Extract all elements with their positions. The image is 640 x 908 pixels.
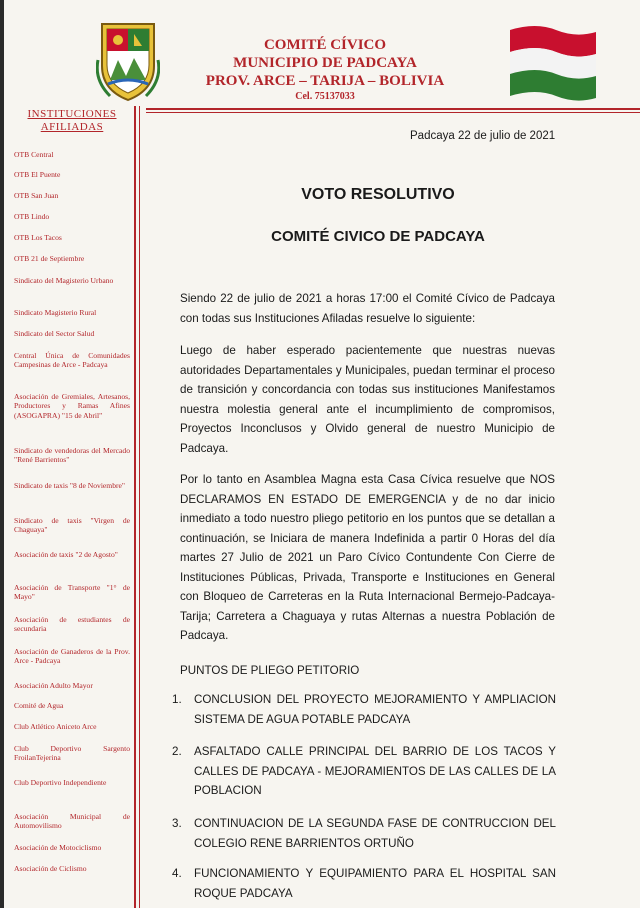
sidebar-item: OTB Central: [14, 150, 54, 159]
sidebar-item: Asociación de Motociclismo: [14, 843, 102, 852]
sidebar-item: OTB El Puente: [14, 170, 61, 179]
coat-of-arms-icon: [96, 20, 160, 104]
point-number: 1.: [172, 693, 182, 706]
petition-section-title: PUNTOS DE PLIEGO PETITORIO: [180, 664, 360, 677]
paragraph-complaint: Luego de haber esperado pacientemente que nuestras nuevas autoridades Departamentales y Municipales, puedan terminar el proceso de transición y concordancia con todas sus instituciones Manifestamos nuestra molestia general ante el incumplimiento de compromisos, Proyectos Inconclusos y Olvido general de nuestro Municipio de Padcaya.: [180, 344, 555, 455]
sidebar-item: Asociación de taxis "2 de Agosto": [14, 550, 118, 559]
document-date: Padcaya 22 de julio de 2021: [410, 130, 556, 142]
point-number: 4.: [172, 867, 182, 880]
sidebar-item: Sindicato del Magisterio Urbano: [14, 276, 114, 285]
point-text: FUNCIONAMIENTO Y EQUIPAMIENTO PARA EL HOSPITAL SAN ROQUE PADCAYA: [194, 867, 556, 900]
sidebar-item: OTB 21 de Septiembre: [14, 254, 85, 263]
sidebar-item: Club Atlético Aniceto Arce: [14, 722, 97, 731]
point-text: CONCLUSION DEL PROYECTO MEJORAMIENTO Y AMPLIACION SISTEMA DE AGUA POTABLE PADCAYA: [194, 693, 556, 726]
header-divider-thin: [146, 112, 640, 113]
sidebar-item: Central Única de Comunidades Campesinas de Arce - Padcaya: [14, 351, 130, 370]
sidebar-item: Sindicato de taxis "8 de Noviembre": [14, 481, 126, 490]
flag-icon: [506, 22, 598, 104]
sidebar-item: OTB San Juan: [14, 191, 59, 200]
sidebar-item: Sindicato del Sector Salud: [14, 329, 95, 338]
sidebar-title-line1: INSTITUCIONES: [27, 108, 117, 120]
point-number: 2.: [172, 745, 182, 758]
sidebar-item: Club Deportivo Independiente: [14, 778, 107, 787]
organization-header: [200, 36, 450, 104]
page-edge-shadow: [0, 0, 4, 908]
sidebar-item: Comité de Agua: [14, 701, 64, 710]
sidebar-item: Club Deportivo Sargento FroilanTejerina: [14, 744, 130, 763]
sidebar-item: Asociación de Gremiales, Artesanos, Productores y Ramas Afines (ASOGAPRA) "15 de Abril": [14, 392, 130, 420]
sidebar-item: Asociación de estudiantes de secundaria: [14, 615, 130, 634]
point-text: CONTINUACION DE LA SEGUNDA FASE DE CONTRUCCION DEL COLEGIO RENE BARRIENTOS ORTUÑO: [194, 817, 556, 850]
sidebar-item: Asociación Municipal de Automovilismo: [14, 812, 130, 831]
sidebar-item: Asociación de Ciclismo: [14, 864, 87, 873]
sidebar-title-line2: AFILIADAS: [40, 121, 104, 133]
header-divider: [146, 108, 640, 110]
org-province: PROV. ARCE – TARIJA – BOLIVIA: [205, 73, 445, 89]
sidebar-item: Sindicato de vendedoras del Mercado "René Barrientos": [14, 446, 130, 465]
sidebar-divider: [134, 106, 136, 908]
sidebar-item: OTB Lindo: [14, 212, 50, 221]
sidebar-item: Sindicato de taxis "Virgen de Chaguaya": [14, 516, 130, 535]
point-number: 3.: [172, 817, 182, 830]
sidebar-divider-thin: [139, 106, 140, 908]
affiliated-institutions-sidebar: [14, 108, 130, 134]
org-municipality: MUNICIPIO DE PADCAYA: [233, 55, 417, 71]
document-subtitle: COMITÉ CIVICO DE PADCAYA: [271, 228, 485, 245]
sidebar-item: Sindicato Magisterio Rural: [14, 308, 97, 317]
paragraph-intro: Siendo 22 de julio de 2021 a horas 17:00 el Comité Cívico de Padcaya con todas sus Instituciones Afiladas resuelve lo siguiente:: [180, 292, 555, 325]
document-title: VOTO RESOLUTIVO: [301, 186, 455, 203]
org-name: COMITÉ CÍVICO: [263, 37, 387, 53]
paragraph-resolution: Por lo tanto en Asamblea Magna esta Casa Cívica resuelve que NOS DECLARAMOS EN ESTADO DE EMERGENCIA y de no dar inicio inmediato a todo nuestro pliego petitorio en los puntos que se detallan a continuación, se Iniciara de manera Indefinida a partir 0 Horas del día martes 27 Julio de 2021 un Paro Cívico Contundente Con Cierre de Instituciones Públicas, Privada, Transporte e Instituciones en General con Bloqueo de Carreteras en la Ruta Internacional Bermejo-Padcaya-Tarija; Carretera a Chaguaya y rutas Alternas a nuestra Población de Padcaya.: [180, 473, 555, 642]
sidebar-item: Asociación Adulto Mayor: [14, 681, 93, 690]
sidebar-item: Asociación de Ganaderos de la Prov. Arce - Padcaya: [14, 647, 130, 666]
sidebar-item: OTB Los Tacos: [14, 233, 62, 242]
sidebar-item: Asociación de Transporte "1° de Mayo": [14, 583, 130, 602]
point-text: ASFALTADO CALLE PRINCIPAL DEL BARRIO DE LOS TACOS Y CALLES DE PADCAYA - MEJORAMIENTOS DE LAS CALLES DE LA POBLACION: [194, 745, 556, 797]
org-phone: Cel. 75137033: [295, 91, 355, 102]
